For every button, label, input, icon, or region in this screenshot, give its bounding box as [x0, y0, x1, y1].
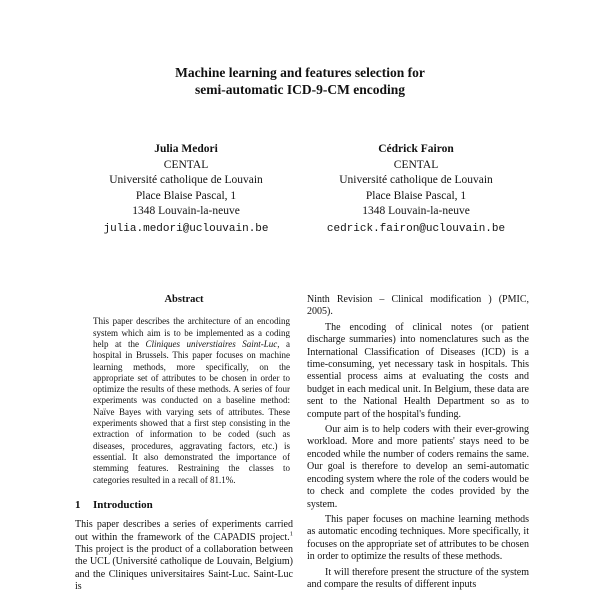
author-block-fairon	[296, 142, 536, 237]
author-institution: Université catholique de Louvain	[109, 174, 263, 186]
title-line-2: semi-automatic ICD-9-CM encoding	[195, 82, 405, 97]
author-email[interactable]: cedrick.fairon@uclouvain.be	[326, 222, 506, 235]
author-affiliation: CENTAL	[163, 158, 209, 171]
section-title: Introduction	[93, 498, 153, 511]
right-column	[307, 294, 529, 600]
body-paragraph: The encoding of clinical notes (or patient discharge summaries) into nomenclatures such as the International Classification of Diseases (ICD) is a time-consuming, yet necessary task in hospitals. This essential process aims at evaluating the costs and budget in each medical unit. In Belgium, these data are sent to the National Health Department so as to compute part of the hospital's funding.	[307, 321, 529, 420]
author-city: 1348 Louvain-la-neuve	[132, 205, 240, 217]
abstract-text	[93, 316, 290, 485]
intro-text-part: This project is the product of a collaboration between the UCL (Université catholique de Louvain, Belgium) and the Cliniques universitaires Saint-Luc. Saint-Luc is	[75, 544, 293, 593]
author-address: Place Blaise Pascal, 1	[135, 189, 237, 202]
author-address: Place Blaise Pascal, 1	[365, 189, 467, 202]
left-column	[75, 294, 293, 594]
author-block-medori	[66, 142, 306, 237]
abstract-hospital-name: Cliniques universtiaires Saint-Luc	[145, 339, 278, 349]
body-paragraph: Our aim is to help coders with their ever-growing workload. More and more patients' stays need to be encoded while the number of coders remains the same. Our goal is therefore to develop an semi-automatic encoding system where the role of the coders would be to check and complete the codes provided by the system.	[307, 424, 529, 510]
body-paragraph: It will therefore present the structure of the system and compare the results of different inputs	[307, 566, 529, 590]
author-name: Cédrick Fairon	[378, 143, 454, 155]
abstract-heading: Abstract	[164, 294, 204, 305]
abstract-text-part: , a hospital in Brussels. This paper focuses on machine learning methods, more specifically, on the appropriate set of attributes to be chosen in order to optimize the results of these methods. A series of four experiments was conducted on a baseline method: Naïve Bayes with varying sets of attributes. These experiments showed that a first step consisting in the extraction of information to be coded (such as diseases, procedures, aggravating factors, etc.) is essential. It also demonstrated the importance of stemming features. Restraining the classes to categories resulted in a recall of 81.1%.	[93, 339, 290, 485]
author-institution: Université catholique de Louvain	[339, 174, 493, 186]
author-city: 1348 Louvain-la-neuve	[362, 205, 470, 217]
author-affiliation: CENTAL	[393, 158, 439, 171]
continuation-text: Ninth Revision – Clinical modification ) (PMIC, 2005).	[307, 294, 529, 318]
section-heading-introduction	[75, 499, 293, 511]
section-number: 1	[75, 498, 81, 511]
author-name: Julia Medori	[154, 143, 218, 155]
author-email[interactable]: julia.medori@uclouvain.be	[103, 222, 269, 235]
paper-title	[0, 64, 600, 98]
abstract-text-part: This paper describes the architecture of an encoding system which aim is to be implemented as a coding help at the	[93, 316, 290, 349]
body-paragraph: This paper focuses on machine learning methods as automatic encoding techniques. More specifically, it focuses on the appropriate set of attributes to be chosen in order to optimize the results of these methods.	[307, 513, 529, 563]
introduction-paragraph	[75, 519, 293, 593]
title-line-1: Machine learning and features selection for	[175, 65, 425, 80]
intro-text-part: This paper describes a series of experiments carried out within the framework of the CAPADIS project.	[75, 519, 293, 543]
footnote-mark[interactable]: 1	[289, 530, 293, 538]
